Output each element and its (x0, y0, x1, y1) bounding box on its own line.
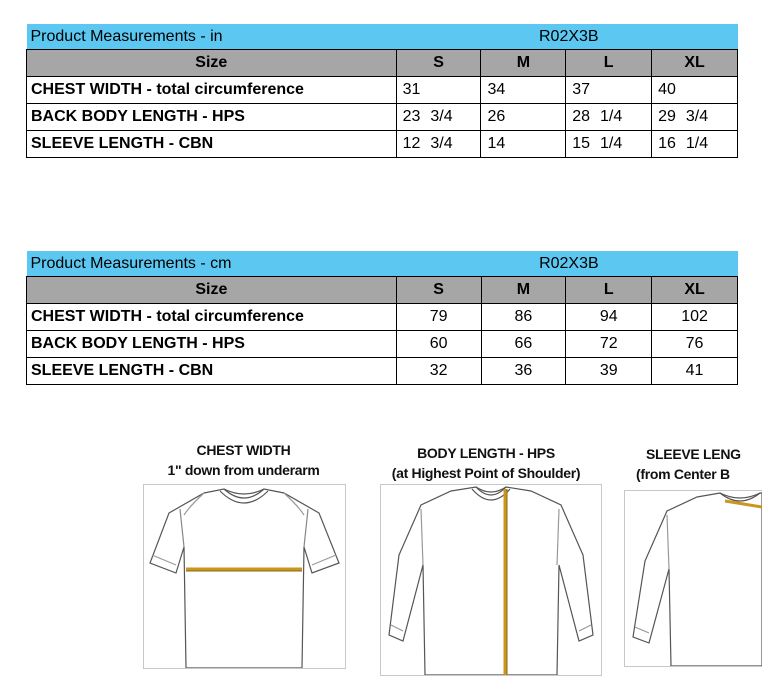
value-cell: 76 (652, 331, 738, 358)
chest-width-diagram (143, 484, 346, 669)
value-cell: 40 (652, 77, 738, 104)
value-cell: 39 (566, 358, 652, 385)
body-length-diagram (380, 484, 602, 676)
row-label: BACK BODY LENGTH - HPS (27, 331, 397, 358)
value-cell: 28 1/4 (566, 104, 652, 131)
sleeve-diagram-caption (632, 444, 762, 484)
diagram-subtitle: (from Center B (636, 466, 730, 482)
value-cell: 60 (396, 331, 481, 358)
table-row (27, 104, 738, 131)
table-row (27, 331, 738, 358)
row-label: CHEST WIDTH - total circumference (27, 77, 397, 104)
value-cell: 79 (396, 304, 481, 331)
size-xl: XL (652, 50, 738, 77)
value-cell: 72 (566, 331, 652, 358)
value-cell: 15 1/4 (566, 131, 652, 158)
table-row (27, 131, 738, 158)
value-cell: 14 (481, 131, 566, 158)
value-cell: 12 3/4 (396, 131, 481, 158)
value-cell: 102 (652, 304, 738, 331)
value-cell: 41 (652, 358, 738, 385)
style-code: R02X3B (396, 24, 737, 50)
row-label: SLEEVE LENGTH - CBN (27, 131, 397, 158)
diagram-title: SLEEVE LENG (646, 446, 741, 462)
value-cell: 26 (481, 104, 566, 131)
value-cell: 94 (566, 304, 652, 331)
size-m: M (481, 50, 566, 77)
size-header: Size (27, 277, 397, 304)
value-cell: 36 (481, 358, 566, 385)
chest-diagram-caption (142, 440, 345, 480)
row-label: CHEST WIDTH - total circumference (27, 304, 397, 331)
table-title: Product Measurements - in (27, 24, 397, 50)
size-s: S (396, 277, 481, 304)
size-s: S (396, 50, 481, 77)
table-row (27, 77, 738, 104)
measurements-table-cm (26, 251, 738, 385)
value-cell: 31 (396, 77, 481, 104)
value-cell: 86 (481, 304, 566, 331)
diagram-title: CHEST WIDTH (196, 442, 291, 458)
value-cell: 29 3/4 (652, 104, 738, 131)
diagram-subtitle: 1" down from underarm (167, 462, 320, 478)
measurements-table-inches (26, 24, 738, 158)
value-cell: 32 (396, 358, 481, 385)
size-header-row (27, 50, 738, 77)
value-cell: 66 (481, 331, 566, 358)
value-cell: 34 (481, 77, 566, 104)
body-diagram-caption (366, 443, 606, 483)
size-xl: XL (652, 277, 738, 304)
table-row (27, 304, 738, 331)
longsleeve-illustration (381, 485, 601, 675)
table-title: Product Measurements - cm (27, 251, 397, 277)
size-l: L (566, 50, 652, 77)
size-header: Size (27, 50, 397, 77)
value-cell: 37 (566, 77, 652, 104)
diagram-title: BODY LENGTH - HPS (417, 445, 555, 461)
style-code: R02X3B (396, 251, 737, 277)
size-l: L (566, 277, 652, 304)
table-title-row (27, 251, 738, 277)
sleeve-length-diagram (624, 490, 762, 667)
value-cell: 16 1/4 (652, 131, 738, 158)
diagram-subtitle: (at Highest Point of Shoulder) (391, 465, 581, 481)
table-title-row (27, 24, 738, 50)
table-row (27, 358, 738, 385)
row-label: BACK BODY LENGTH - HPS (27, 104, 397, 131)
size-m: M (481, 277, 566, 304)
value-cell: 23 3/4 (396, 104, 481, 131)
size-header-row (27, 277, 738, 304)
sleeve-illustration (625, 491, 762, 666)
row-label: SLEEVE LENGTH - CBN (27, 358, 397, 385)
tshirt-illustration (144, 485, 345, 668)
